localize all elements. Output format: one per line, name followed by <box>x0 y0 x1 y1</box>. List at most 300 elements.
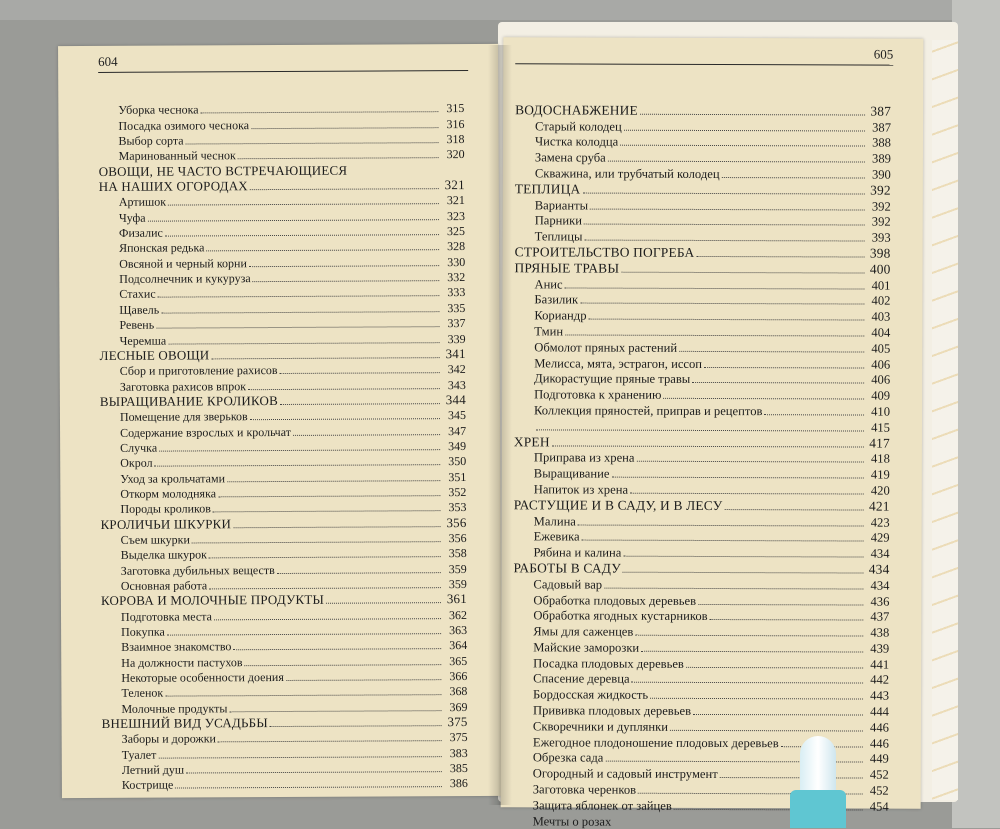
toc-entry <box>102 775 468 792</box>
toc-entry-page: 446 <box>869 736 889 751</box>
toc-entry-page: 365 <box>449 653 468 668</box>
dot-leader <box>209 587 441 589</box>
toc-entry-title: Теленок <box>121 686 164 701</box>
toc-entry-title: Стахис <box>119 287 156 302</box>
toc-entry-page: 364 <box>449 638 468 653</box>
toc-entry-title: ВНЕШНИЙ ВИД УСАДЬБЫ <box>101 715 268 732</box>
toc-entry-page: 341 <box>445 345 466 361</box>
toc-entry-page: 442 <box>870 673 890 688</box>
toc-entry-page: 405 <box>871 341 891 356</box>
toc-entry <box>515 117 891 134</box>
toc-entry-page: 403 <box>871 309 891 324</box>
toc-entry-page: 361 <box>446 591 467 607</box>
dot-leader <box>175 787 442 789</box>
table-surface <box>0 0 1000 20</box>
toc-entry-page: 339 <box>447 331 466 346</box>
dot-leader <box>214 618 441 620</box>
toc-entry-title: СТРОИТЕЛЬСТВО ПОГРЕБА <box>514 244 695 260</box>
toc-entry-title: Японская редька <box>119 240 205 256</box>
toc-entry-page: 423 <box>870 515 890 530</box>
toc-entry-page: 402 <box>871 293 891 308</box>
toc-entry-page: 363 <box>449 623 468 638</box>
toc-entry <box>514 465 890 482</box>
toc-entry-title: Базилик <box>534 292 579 307</box>
toc-entry-title: Скважина, или трубчатый колодец <box>534 166 720 182</box>
toc-entry-title: ПРЯНЫЕ ТРАВЫ <box>514 260 620 276</box>
toc-entry <box>514 275 890 292</box>
dot-leader <box>686 667 863 669</box>
toc-entry-page: 328 <box>447 239 466 254</box>
dot-leader <box>679 351 864 353</box>
toc-entry-title: КОРОВА И МОЛОЧНЫЕ ПРОДУКТЫ <box>100 592 325 609</box>
dot-leader <box>165 234 439 236</box>
toc-entry-page: 388 <box>872 135 892 151</box>
left-page-number: 604 <box>98 53 118 69</box>
toc-entry-page: 362 <box>448 607 468 622</box>
toc-entry-title: Окрол <box>120 455 153 471</box>
dot-leader <box>608 161 865 163</box>
toc-entry-page: 441 <box>870 657 890 672</box>
toc-entry <box>514 544 890 561</box>
right-page <box>501 37 924 829</box>
toc-entry-page: 390 <box>871 167 891 182</box>
dot-leader <box>630 493 864 495</box>
dot-leader <box>632 682 864 684</box>
left-page-toc <box>98 100 468 792</box>
toc-entry-page: 452 <box>869 783 889 798</box>
toc-entry <box>515 133 891 150</box>
toc-entry-title: Некоторые особенности доения <box>121 670 284 685</box>
toc-entry-title: Мелисса, мята, эстрагон, иссоп <box>534 355 703 371</box>
toc-section <box>515 101 891 118</box>
dot-leader <box>168 342 439 344</box>
toc-entry <box>514 370 890 387</box>
toc-entry-title: Подготовка к хранению <box>534 387 662 402</box>
dot-leader <box>238 158 439 160</box>
toc-entry-page: 351 <box>448 469 467 484</box>
toc-entry-page: 321 <box>444 177 465 193</box>
dot-leader <box>552 445 864 447</box>
toc-entry-page: 400 <box>869 261 891 277</box>
dot-leader <box>604 587 863 589</box>
toc-entry-page: 368 <box>449 684 468 699</box>
dot-leader <box>158 756 441 758</box>
dot-leader <box>584 240 864 242</box>
toc-entry <box>514 480 890 497</box>
toc-entry-title: Случка <box>120 440 158 455</box>
toc-entry-page: 383 <box>449 745 468 760</box>
dot-leader <box>168 204 439 206</box>
toc-entry-page: 406 <box>871 357 891 372</box>
toc-section <box>515 259 891 276</box>
toc-entry-title: Основная работа <box>120 578 208 593</box>
dot-leader <box>650 698 863 700</box>
toc-entry-page: 333 <box>447 285 466 300</box>
toc-entry-title: Тмин <box>534 324 564 339</box>
toc-entry-title: Содержание взрослых и крольчат <box>120 424 291 440</box>
toc-entry-page: 387 <box>872 120 892 135</box>
dot-leader <box>710 619 864 621</box>
toc-section <box>515 243 891 260</box>
toc-entry-page: 320 <box>446 147 465 162</box>
dot-leader <box>670 730 863 732</box>
toc-entry-page: 415 <box>871 420 891 435</box>
toc-entry <box>515 228 891 245</box>
toc-entry-title: Спасение деревца <box>533 671 630 687</box>
toc-entry-page: 356 <box>446 514 467 530</box>
dot-leader <box>201 112 439 114</box>
toc-section <box>514 496 890 513</box>
toc-entry-title: Обработка плодовых деревьев <box>533 592 697 608</box>
dot-leader <box>623 572 864 574</box>
toc-entry <box>513 717 889 734</box>
toc-entry-page: 332 <box>447 270 466 285</box>
toc-entry <box>514 449 890 466</box>
dot-leader <box>250 418 440 420</box>
toc-entry-title: Помещение для зверьков <box>119 409 248 425</box>
dot-leader <box>249 265 439 267</box>
toc-entry-title: Породы кроликов <box>120 501 211 517</box>
toc-entry-title: Обрезка сада <box>532 750 604 766</box>
toc-entry-title: Ревень <box>119 317 155 332</box>
toc-entry-page: 392 <box>871 214 891 229</box>
toc-entry-page: 420 <box>870 483 890 498</box>
toc-entry-title: Выбор сорта <box>118 133 184 148</box>
toc-entry-title: Молочные продукты <box>121 701 228 716</box>
toc-entry-title: Заготовка дубильных веществ <box>120 562 275 578</box>
toc-entry-title: Сбор и приготовление рахисов <box>119 363 278 379</box>
toc-entry <box>513 591 889 608</box>
toc-entry-page: 375 <box>449 730 468 745</box>
dot-leader <box>640 114 865 116</box>
toc-entry-title: Прививка плодовых деревьев <box>532 703 692 719</box>
toc-entry-page: 323 <box>446 208 465 223</box>
toc-entry-page: 434 <box>870 578 890 593</box>
toc-entry-page: 410 <box>871 404 891 419</box>
right-page-header <box>515 45 893 65</box>
toc-entry-page: 352 <box>448 484 467 500</box>
dot-leader <box>293 434 440 436</box>
dot-leader <box>635 635 863 637</box>
toc-entry-page: 359 <box>448 577 467 592</box>
toc-entry-page: 446 <box>870 720 889 735</box>
toc-entry-title: Обработка ягодных кустарников <box>533 608 708 624</box>
toc-entry-page: 392 <box>871 199 891 214</box>
toc-entry-page: 444 <box>870 704 890 719</box>
toc-entry-title: Артишок <box>118 194 167 210</box>
toc-entry-title: Черемша <box>119 333 167 348</box>
toc-entry-title: Маринованный чеснок <box>118 148 236 164</box>
dot-leader <box>620 145 865 147</box>
toc-entry-title: Посадка озимого чеснока <box>118 117 250 133</box>
toc-entry-page: 454 <box>869 799 889 814</box>
toc-entry-title: ХРЕН <box>513 433 550 449</box>
dot-leader <box>167 633 441 635</box>
toc-entry-title: Взаимное знакомство <box>121 639 232 655</box>
toc-entry-title: Огородный и садовый инструмент <box>532 766 718 782</box>
dot-leader <box>326 603 441 605</box>
dot-leader <box>209 556 441 558</box>
dot-leader <box>229 710 441 712</box>
toc-entry-title: Выращивание <box>533 466 610 481</box>
dot-leader <box>565 334 864 336</box>
toc-entry-title: Овсяной и черный корни <box>119 255 247 271</box>
toc-entry-title: РАСТУЩИЕ И В САДУ, И В ЛЕСУ <box>513 497 723 513</box>
dot-leader <box>286 679 441 681</box>
toc-entry <box>515 164 891 181</box>
toc-entry-title: Заготовка черенков <box>532 782 637 797</box>
toc-entry <box>514 291 890 308</box>
toc-entry-title: Рябина и калина <box>533 545 622 560</box>
toc-entry-page: 349 <box>448 438 467 454</box>
toc-entry-page: 418 <box>870 451 890 466</box>
pen-body <box>790 790 846 828</box>
toc-entry-page: 401 <box>871 278 891 293</box>
dot-leader <box>192 541 441 543</box>
toc-entry-page: 369 <box>449 699 468 714</box>
dot-leader <box>582 540 864 542</box>
toc-entry-title: Анис <box>534 276 563 292</box>
toc-entry <box>514 401 890 418</box>
dot-leader <box>248 388 440 390</box>
dot-leader <box>148 219 439 222</box>
dot-leader <box>233 649 441 651</box>
toc-entry <box>513 670 889 687</box>
toc-entry-title: Кориандр <box>534 308 587 323</box>
dot-leader <box>623 556 863 558</box>
toc-entry-title: Обмолот пряных растений <box>534 340 678 355</box>
toc-entry <box>513 654 889 671</box>
toc-entry-page: 350 <box>448 454 467 469</box>
toc-entry-title: Посадка плодовых деревьев <box>533 656 684 671</box>
dot-leader <box>624 129 865 131</box>
dot-leader <box>641 651 863 653</box>
toc-entry-page: 392 <box>870 182 891 198</box>
toc-entry-title: Подсолнечник и кукуруза <box>119 271 251 286</box>
toc-entry-title: Коллекция пряностей, приправ и рецептов <box>534 403 763 419</box>
toc-entry-title: Физалис <box>118 225 163 240</box>
toc-entry-page: 359 <box>448 561 467 576</box>
toc-entry-page: 386 <box>449 776 468 791</box>
toc-entry <box>514 307 890 324</box>
toc-entry-page: 356 <box>448 530 467 546</box>
toc-entry <box>513 702 889 719</box>
right-page-toc <box>513 101 892 829</box>
toc-entry-page: 343 <box>447 377 466 392</box>
dot-leader <box>206 250 439 252</box>
toc-entry <box>513 607 889 624</box>
dot-leader <box>764 414 864 415</box>
toc-entry-title: Майские заморозки <box>533 640 640 655</box>
toc-entry-title: Туалет <box>121 747 157 762</box>
dot-leader <box>227 480 440 482</box>
toc-entry-page: 437 <box>870 609 890 624</box>
toc-entry <box>514 512 890 529</box>
dot-leader <box>621 271 864 273</box>
dot-leader <box>165 695 441 697</box>
toc-entry-title: Дикорастущие пряные травы <box>534 371 691 387</box>
toc-entry-title: Заготовка рахисов впрок <box>119 378 247 394</box>
toc-entry-page: 449 <box>869 752 889 767</box>
dot-leader <box>663 398 864 400</box>
toc-entry-title: Ежегодное плодоношение плодовых деревьев <box>532 735 779 750</box>
toc-entry <box>515 196 891 213</box>
table-surface-right <box>952 0 1000 828</box>
toc-entry <box>514 386 890 403</box>
dot-leader <box>211 357 439 359</box>
toc-entry-page: 342 <box>447 362 466 377</box>
dot-leader <box>161 311 439 313</box>
toc-entry-page: 315 <box>446 101 465 116</box>
toc-entry-page: 443 <box>870 688 890 703</box>
toc-entry-page: 316 <box>446 116 465 131</box>
toc-entry-title: Бордосская жидкость <box>533 687 649 703</box>
dot-leader <box>270 725 442 727</box>
dot-leader <box>582 192 864 194</box>
toc-entry-page: 419 <box>870 467 890 482</box>
toc-entry-title: Летний душ <box>121 762 185 777</box>
toc-entry-page: 434 <box>870 546 890 561</box>
toc-entry-page: 385 <box>449 761 468 776</box>
toc-entry-title: Ямы для саженцев <box>533 624 634 639</box>
toc-entry-title: Съем шкурки <box>120 532 190 547</box>
dot-leader <box>611 477 863 479</box>
dot-leader <box>578 524 864 526</box>
dot-leader <box>584 224 865 226</box>
dot-leader <box>218 741 442 743</box>
dot-leader <box>590 208 865 210</box>
toc-entry-page: 406 <box>871 372 891 387</box>
left-page <box>58 44 502 798</box>
toc-entry-page: 358 <box>448 546 467 561</box>
cover-pattern <box>932 40 958 800</box>
toc-entry-title: Щавель <box>119 302 160 317</box>
dot-leader <box>218 495 440 497</box>
toc-entry-page: 393 <box>871 230 891 245</box>
dot-leader <box>250 188 439 190</box>
toc-entry-page: 434 <box>868 561 890 577</box>
toc-entry-title: Выделка шкурок <box>120 547 207 563</box>
toc-entry-page: 366 <box>449 669 468 684</box>
toc-entry-title: НА НАШИХ ОГОРОДАХ <box>98 178 248 195</box>
toc-entry-page: 404 <box>871 325 891 340</box>
toc-entry-page: 345 <box>447 408 467 423</box>
right-page-number: 605 <box>873 46 894 62</box>
toc-entry-title: Откорм молодняка <box>120 486 217 501</box>
toc-entry <box>513 575 889 592</box>
toc-entry-title: Варианты <box>534 197 589 213</box>
toc-entry-title: Кострище <box>121 778 174 793</box>
toc-entry-title: ТЕПЛИЦА <box>514 181 581 197</box>
dot-leader <box>158 296 440 298</box>
toc-entry-page: 387 <box>870 103 892 119</box>
toc-entry-page: 439 <box>870 641 890 656</box>
toc-entry-title: Уборка чеснока <box>118 102 199 118</box>
toc-entry-title: Скворечники и дуплянки <box>532 719 669 734</box>
toc-entry-title: Приправа из хрена <box>533 450 635 466</box>
left-page-header <box>98 52 468 73</box>
dot-leader <box>589 319 865 321</box>
dot-leader <box>277 572 441 574</box>
toc-entry-title: ЛЕСНЫЕ ОВОЩИ <box>99 347 210 363</box>
dot-leader <box>280 372 440 374</box>
toc-entry-page: 353 <box>448 500 467 515</box>
toc-entry-title: РАБОТЫ В САДУ <box>513 560 621 576</box>
toc-entry-page: 347 <box>448 423 467 438</box>
dot-leader <box>251 127 438 129</box>
dot-leader <box>565 287 865 289</box>
dot-leader <box>159 449 440 451</box>
toc-entry-page: 375 <box>447 714 468 730</box>
toc-entry-title: Чуфа <box>118 210 146 225</box>
toc-entry <box>514 338 890 355</box>
toc-entry-title: Подготовка места <box>120 609 212 624</box>
toc-entry-page: 417 <box>869 435 890 451</box>
toc-entry-title: Мечты о розах <box>532 814 612 829</box>
toc-entry-page: 318 <box>446 132 465 147</box>
dot-leader <box>693 714 863 716</box>
toc-entry-page: 325 <box>446 224 466 239</box>
dot-leader <box>692 382 864 384</box>
toc-entry <box>514 528 890 545</box>
dot-leader <box>186 771 442 773</box>
toc-entry-title: ВОДОСНАБЖЕНИЕ <box>515 102 638 118</box>
toc-entry-title: Покупка <box>121 624 165 639</box>
toc-entry-title: Чистка колодца <box>534 134 619 150</box>
toc-entry-page: 452 <box>869 767 889 782</box>
toc-entry-title: КРОЛИЧЬИ ШКУРКИ <box>100 515 232 532</box>
dot-leader <box>233 526 440 528</box>
dot-leader <box>724 509 863 510</box>
toc-entry-title: Ежевика <box>533 529 580 544</box>
dot-leader <box>722 177 865 179</box>
toc-entry-page: 429 <box>870 530 890 545</box>
toc-entry-page: 421 <box>868 498 890 514</box>
toc-entry-title: Защита яблонек от зайцев <box>532 798 672 813</box>
toc-entry-page: 335 <box>447 300 466 315</box>
toc-entry <box>513 638 889 655</box>
toc-entry-title: Парники <box>534 213 583 228</box>
toc-entry <box>514 322 890 339</box>
dot-leader <box>156 326 439 328</box>
toc-entry-page: 409 <box>871 388 891 403</box>
toc-entry-title: На должности пастухов <box>121 654 243 670</box>
dot-leader <box>720 777 863 778</box>
toc-entry <box>513 686 889 703</box>
toc-entry-title: Теплицы <box>534 229 583 244</box>
toc-entry <box>514 417 890 434</box>
toc-section <box>515 180 891 197</box>
toc-entry-page: 398 <box>869 245 891 261</box>
dot-leader <box>253 280 440 282</box>
toc-section <box>514 433 890 450</box>
toc-section <box>513 559 889 576</box>
dot-leader <box>213 510 441 512</box>
toc-entry-page: 438 <box>870 625 890 640</box>
toc-entry-page: 321 <box>446 193 465 208</box>
toc-entry-page: 344 <box>445 391 466 408</box>
toc-entry-page: 436 <box>870 594 890 609</box>
toc-entry-title: Уход за крольчатами <box>120 470 226 486</box>
toc-entry <box>515 212 891 229</box>
toc-entry-title: ВЫРАЩИВАНИЕ КРОЛИКОВ <box>99 392 279 409</box>
toc-entry-title: Заборы и дорожки <box>121 731 216 747</box>
dot-leader <box>704 367 864 369</box>
dot-leader <box>536 429 864 431</box>
toc-entry-title: ОВОЩИ, НЕ ЧАСТО ВСТРЕЧАЮЩИЕСЯ <box>98 162 348 179</box>
toc-entry-title: Малина <box>533 513 576 529</box>
dot-leader <box>580 303 864 305</box>
